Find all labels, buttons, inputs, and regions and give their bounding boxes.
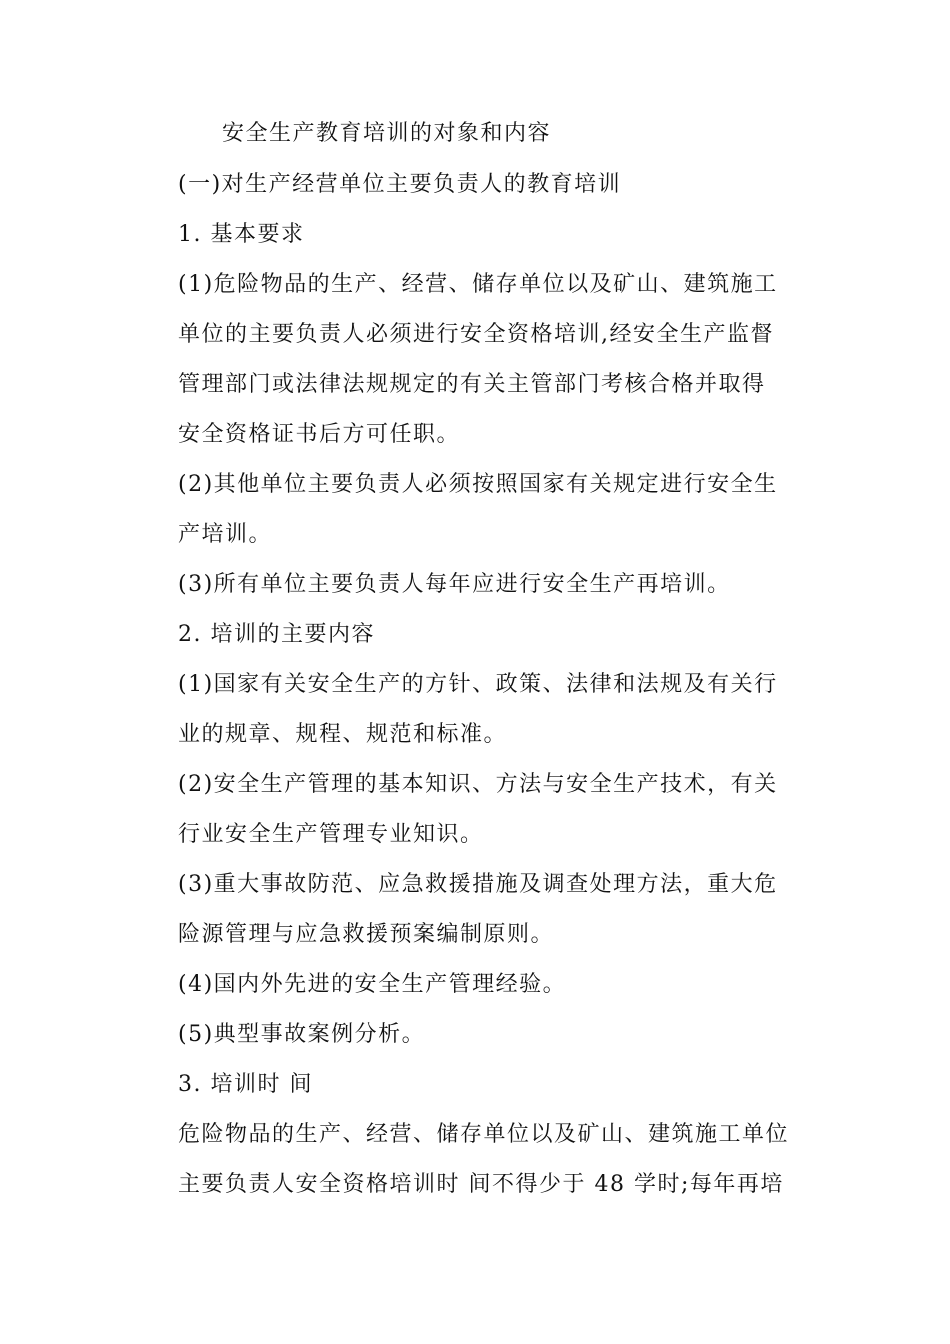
paragraph-line: (2)其他单位主要负责人必须按照国家有关规定进行安全生	[178, 472, 778, 497]
paragraph-line: (3)所有单位主要负责人每年应进行安全生产再培训。	[178, 572, 731, 597]
paragraph-line: 业的规章、规程、规范和标准。	[178, 722, 508, 747]
paragraph-line: 危险物品的生产、经营、储存单位以及矿山、建筑施工单位	[178, 1122, 790, 1147]
subsection-heading: 3. 培训时 间	[178, 1072, 313, 1097]
paragraph-line: (1)国家有关安全生产的方针、政策、法律和法规及有关行	[178, 672, 778, 697]
paragraph-line: 产培训。	[178, 522, 273, 547]
section-heading: (一)对生产经营单位主要负责人的教育培训	[178, 172, 622, 197]
document-title: 安全生产教育培训的对象和内容	[222, 121, 552, 146]
paragraph-line: 管理部门或法律法规规定的有关主管部门考核合格并取得	[178, 372, 766, 397]
paragraph-line: (1)危险物品的生产、经营、储存单位以及矿山、建筑施工	[178, 272, 778, 297]
paragraph-line: 安全资格证书后方可任职。	[178, 422, 461, 447]
paragraph-line: 单位的主要负责人必须进行安全资格培训,经安全生产监督	[178, 322, 774, 347]
paragraph-line: (2)安全生产管理的基本知识、方法与安全生产技术，有关	[178, 772, 778, 797]
paragraph-line: 行业安全生产管理专业知识。	[178, 822, 484, 847]
paragraph-line: (5)典型事故案例分析。	[178, 1022, 426, 1047]
paragraph-line: 险源管理与应急救援预案编制原则。	[178, 922, 555, 947]
subsection-heading: 2. 培训的主要内容	[178, 622, 375, 647]
paragraph-line: (3)重大事故防范、应急救援措施及调查处理方法，重大危	[178, 872, 778, 897]
paragraph-line: 主要负责人安全资格培训时 间不得少于 48 学时;每年再培	[178, 1172, 784, 1197]
paragraph-line: (4)国内外先进的安全生产管理经验。	[178, 972, 567, 997]
subsection-heading: 1. 基本要求	[178, 222, 305, 247]
